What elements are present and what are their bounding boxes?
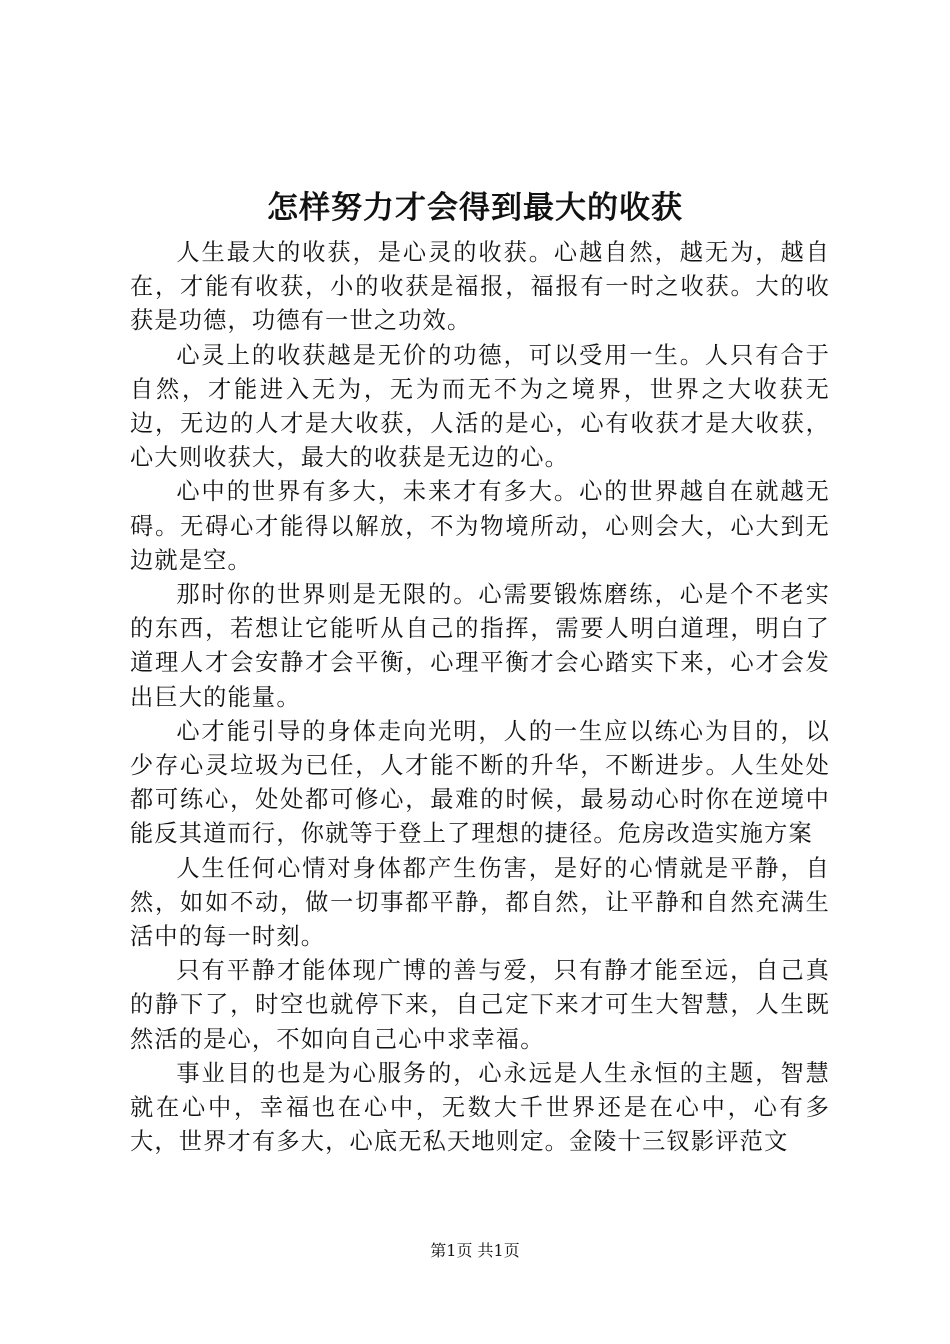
paragraph: 心灵上的收获越是无价的功德，可以受用一生。人只有合于自然，才能进入无为，无为而无不为之境界，世界之大收获无边，无边的人才是大收获，人活的是心，心有收获才是大收获，心大则收获大，最大的收获是无边的心。 [130, 341, 830, 472]
document-title: 怎样努力才会得到最大的收获 [267, 190, 683, 226]
paragraph: 事业目的也是为心服务的，心永远是人生永恒的主题，智慧就在心中，幸福也在心中，无数大千世界还是在心中，心有多大，世界才有多大，心底无私天地则定。金陵十三钗影评范文 [130, 1059, 830, 1156]
page-footer: 第1页 共1页 [430, 1241, 520, 1260]
paragraph: 心才能引导的身体走向光明，人的一生应以练心为目的，以少存心灵垃圾为已任，人才能不断的升华，不断进步。人生处处都可练心，处处都可修心，最难的时候，最易动心时你在逆境中能反其道而行，你就等于登上了理想的捷径。危房改造实施方案 [130, 717, 830, 848]
paragraph: 心中的世界有多大，未来才有多大。心的世界越自在就越无碍。无碍心才能得以解放，不为物境所动，心则会大，心大到无边就是空。 [130, 478, 830, 574]
paragraph: 人生任何心情对身体都产生伤害，是好的心情就是平静，自然，如如不动，做一切事都平静，都自然，让平静和自然充满生活中的每一时刻。 [130, 854, 830, 951]
paragraph: 只有平静才能体现广博的善与爱，只有静才能至远，自己真的静下了，时空也就停下来，自己定下来才可生大智慧，人生既然活的是心，不如向自己心中求幸福。 [130, 957, 830, 1053]
document-body [130, 236, 830, 1159]
paragraph: 人生最大的收获，是心灵的收获。心越自然，越无为，越自在，才能有收获，小的收获是福报，福报有一时之收获。大的收获是功德，功德有一世之功效。 [130, 239, 830, 335]
paragraph: 那时你的世界则是无限的。心需要锻炼磨练，心是个不老实的东西，若想让它能听从自己的指挥，需要人明白道理，明白了道理人才会安静才会平衡，心理平衡才会心踏实下来，心才会发出巨大的能量。 [130, 581, 830, 711]
